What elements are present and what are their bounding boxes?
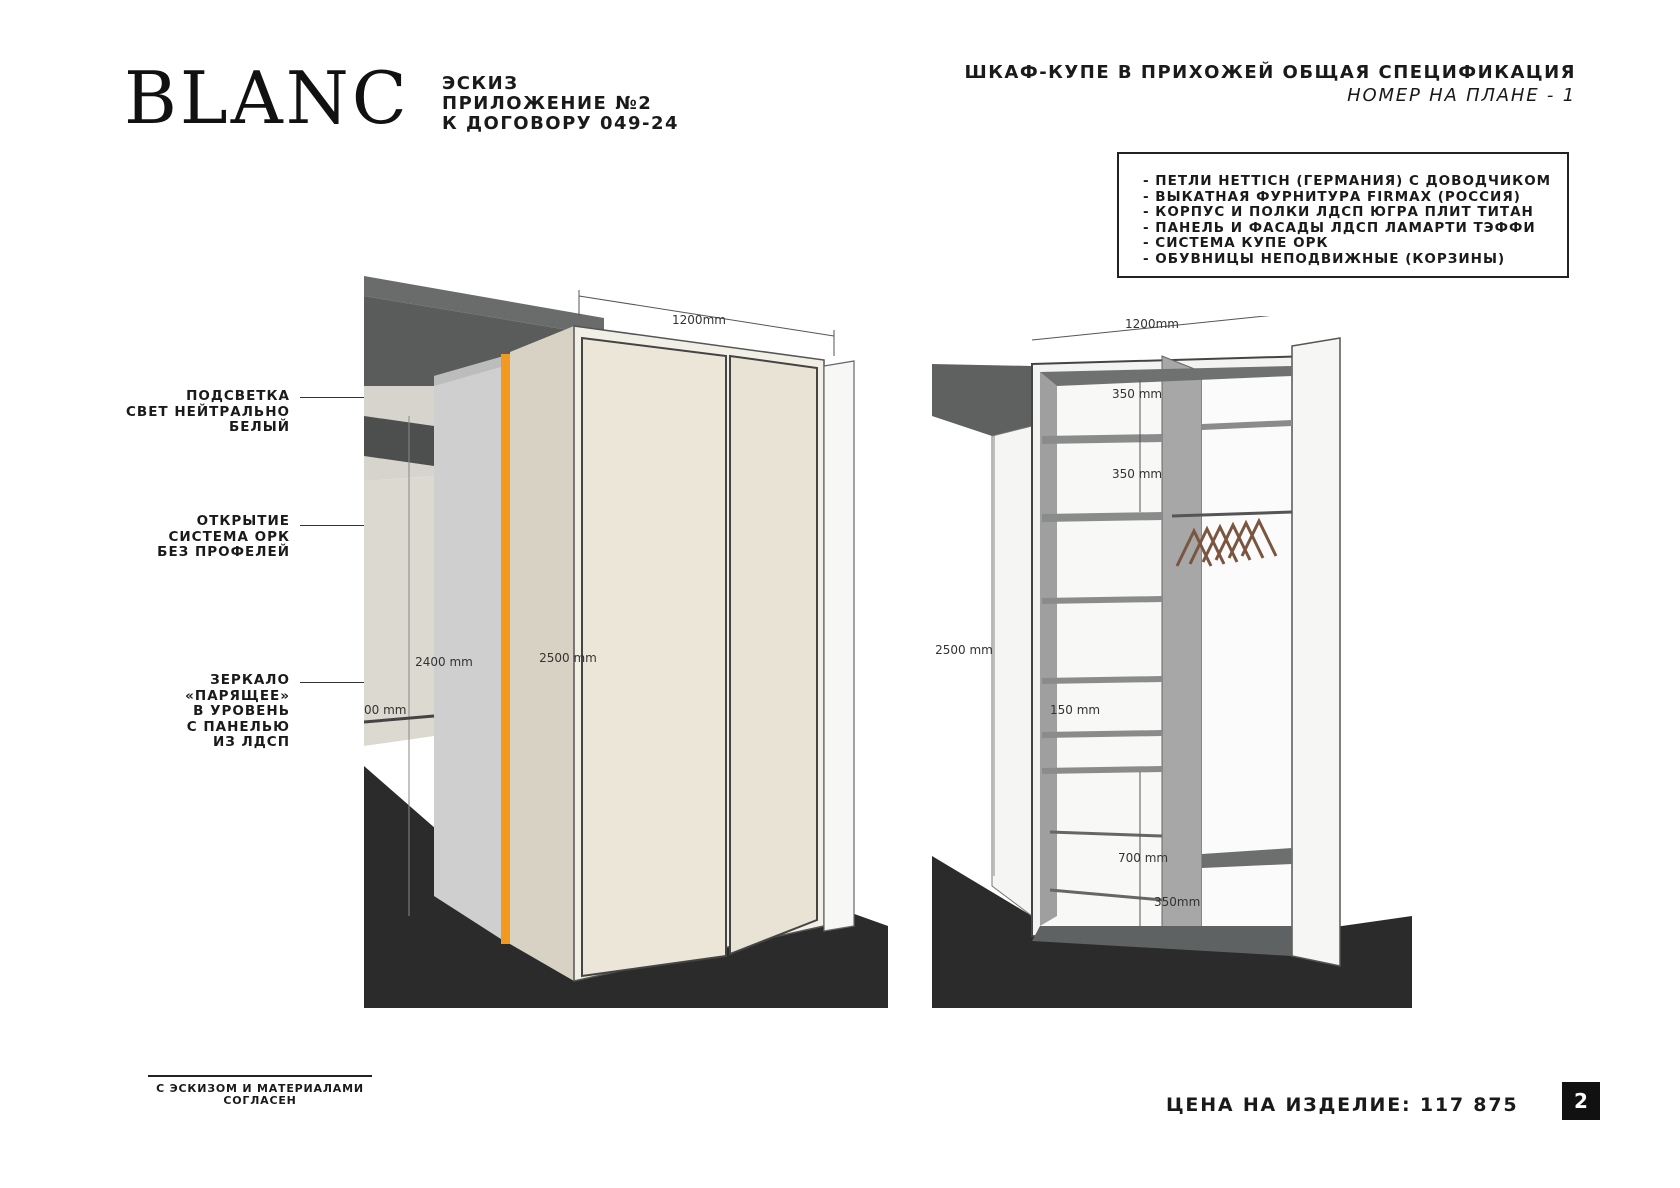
render-closed-wardrobe [364, 276, 888, 1008]
dim-shoe-2-label: 350mm [1154, 895, 1201, 909]
dim-shelf-1-label: 350 mm [1112, 387, 1163, 401]
page-title: ШКАФ-КУПЕ В ПРИХОЖЕЙ ОБЩАЯ СПЕЦИФИКАЦИЯ [964, 62, 1576, 83]
spec-item: - СИСТЕМА КУПЕ ОРК [1143, 235, 1329, 251]
page-number: 2 [1562, 1082, 1600, 1120]
left-section [1040, 372, 1162, 926]
signature-line [148, 1075, 372, 1077]
doc-line-2: ПРИЛОЖЕНИЕ №2 [442, 93, 653, 114]
price-label: ЦЕНА НА ИЗДЕЛИЕ: 117 875 [1166, 1094, 1519, 1116]
dim-width-label: 1200mm [1125, 317, 1179, 331]
render-open-wardrobe [932, 316, 1412, 1008]
callout-line: ИЗ ЛДСП [212, 734, 290, 750]
doc-line-3: К ДОГОВОРУ 049-24 [442, 113, 680, 134]
spec-item: - ВЫКАТНАЯ ФУРНИТУРА FIRMAX (РОССИЯ) [1143, 188, 1521, 205]
specification-box [1117, 152, 1569, 278]
callout-mirror [185, 673, 290, 751]
open-wardrobe-illustration [932, 316, 1412, 1008]
callout-line: ОТКРЫТИЕ [196, 513, 290, 529]
left-inner-side [1040, 372, 1057, 926]
callout-line: В УРОВЕНЬ [193, 703, 290, 719]
doc-line-1: ЭСКИЗ [442, 73, 519, 94]
dim-height-outer-label: 2400 mm [415, 655, 473, 669]
dim-drawer-label: 150 mm [1050, 703, 1101, 717]
dim-shelf-2-label: 350 mm [1112, 467, 1163, 481]
wall-dark [932, 364, 1032, 436]
callout-line: «ПАРЯЩЕЕ» [185, 687, 290, 704]
callout-line: ПОДСВЕТКА [186, 388, 290, 404]
closed-wardrobe-illustration [364, 276, 888, 1008]
callout-line: ЗЕРКАЛО [210, 672, 290, 688]
callout-line: С ПАНЕЛЬЮ [186, 718, 290, 735]
sliding-door-right [730, 356, 817, 954]
callout-line: СВЕТ НЕЙТРАЛЬНО [126, 403, 290, 420]
mirror-side-panel [434, 356, 504, 941]
callout-lighting [126, 389, 290, 436]
spec-item: - ПАНЕЛЬ И ФАСАДЫ ЛДСП ЛАМАРТИ ТЭФФИ [1143, 219, 1536, 236]
side-wall [992, 426, 1032, 916]
dim-height-label: 2500 mm [935, 643, 993, 657]
callout-line: БЕЛЫЙ [228, 419, 290, 435]
wardrobe-right-panel [1292, 338, 1340, 966]
callout-opening [157, 514, 290, 561]
approval-text [148, 1083, 372, 1107]
approval-line-2: СОГЛАСЕН [223, 1094, 297, 1107]
brand-logo: BLANC [124, 56, 410, 140]
spec-item: - ОБУВНИЦЫ НЕПОДВИЖНЫЕ (КОРЗИНЫ) [1143, 250, 1506, 267]
wall-pillar [824, 361, 854, 931]
approval-line-1: С ЭСКИЗОМ И МАТЕРИАЛАМИ [156, 1082, 364, 1095]
dim-cut-label: 00 mm [364, 703, 407, 717]
page-subtitle: НОМЕР НА ПЛАНЕ - 1 [1347, 85, 1576, 106]
dim-height-inner-label: 2500 mm [539, 651, 597, 665]
callout-line: СИСТЕМА ОРК [168, 528, 290, 545]
right-section [1202, 366, 1292, 931]
sliding-door-left [582, 338, 726, 976]
dim-width-label: 1200mm [672, 313, 726, 327]
spec-item: - КОРПУС И ПОЛКИ ЛДСП ЮГРА ПЛИТ ТИТАН [1143, 204, 1534, 220]
led-strip [501, 354, 510, 944]
document-reference [442, 74, 679, 134]
dim-shoe-1-label: 700 mm [1118, 851, 1169, 865]
spec-item: - ПЕТЛИ HETTICH (ГЕРМАНИЯ) С ДОВОДЧИКОМ [1143, 173, 1552, 189]
callout-line: БЕЗ ПРОФЕЛЕЙ [157, 544, 290, 560]
